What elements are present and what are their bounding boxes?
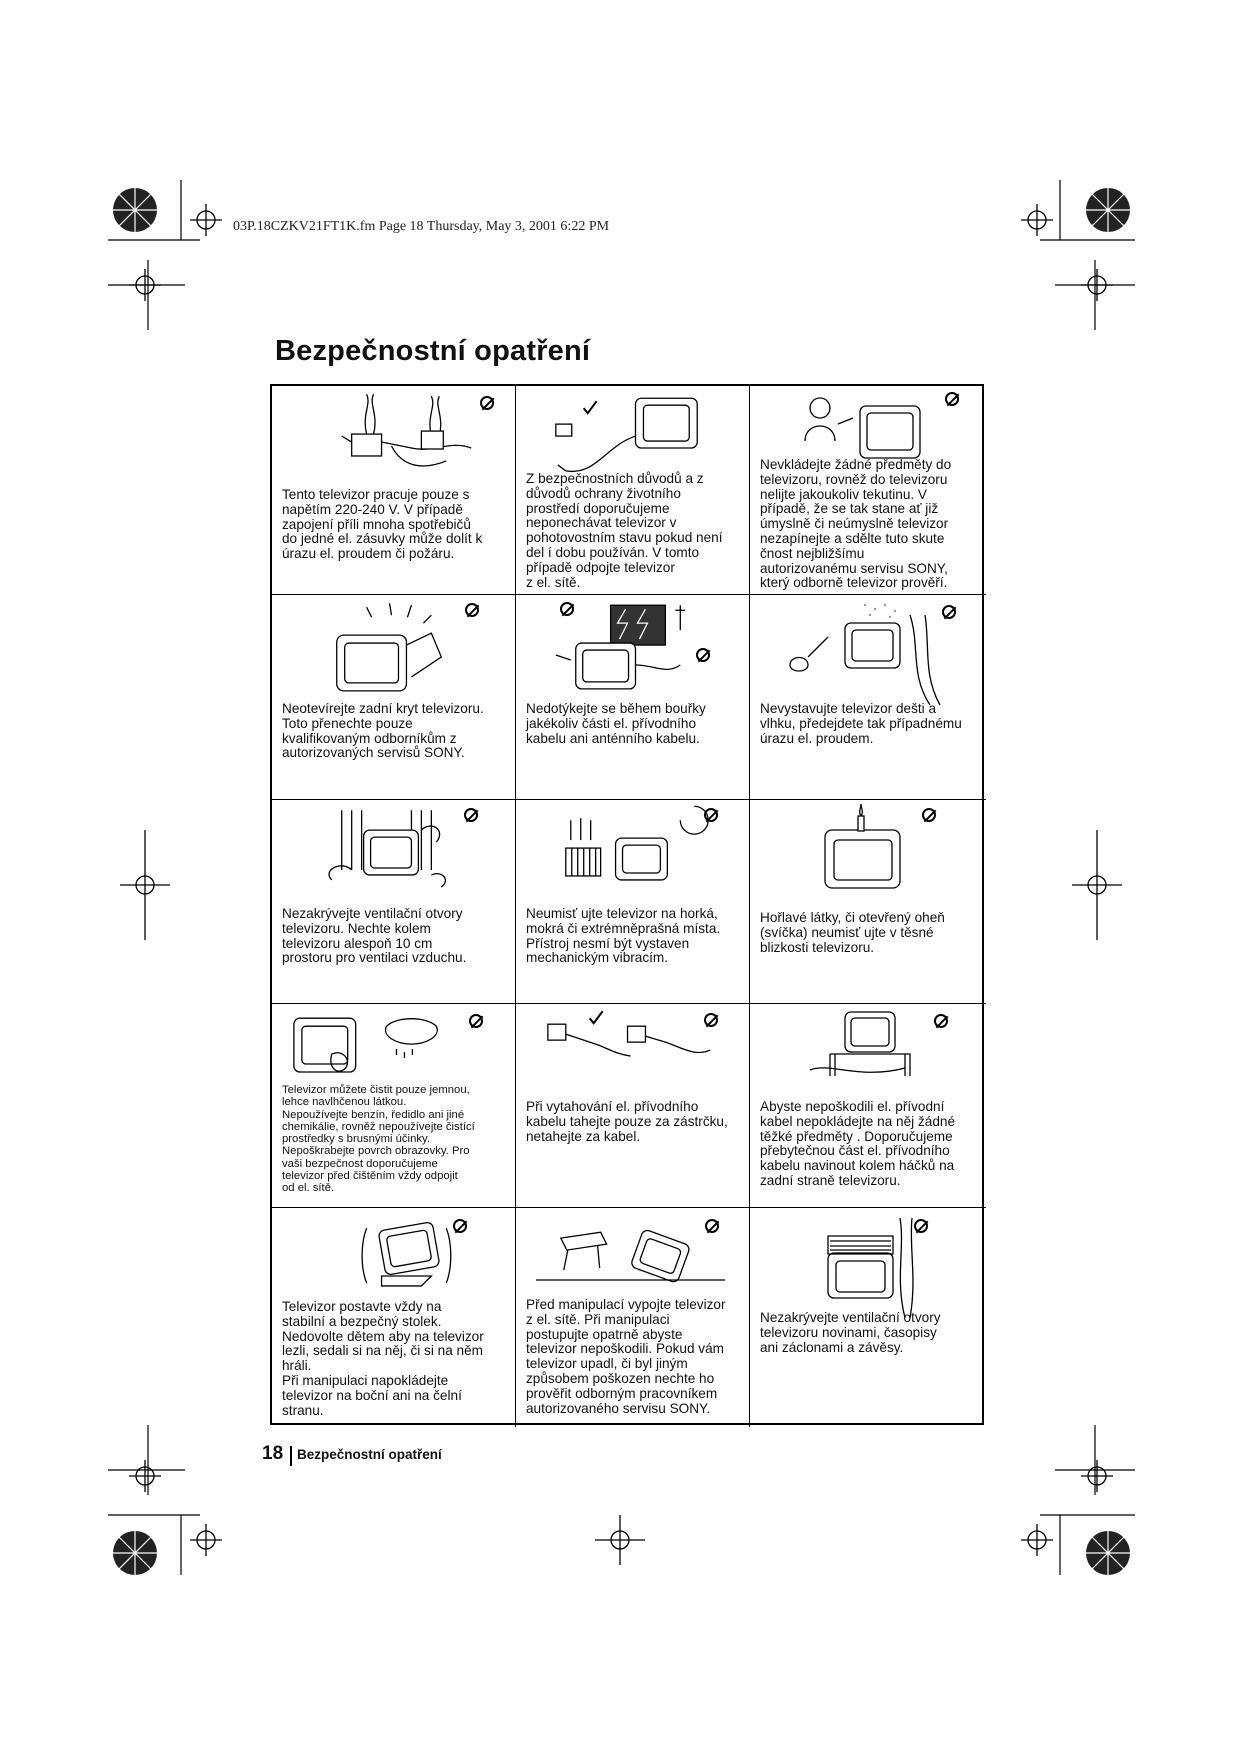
prohibited-icon (922, 808, 936, 822)
page-title: Bezpečnostní opatření (275, 335, 591, 367)
safety-text: Při vytahování el. přívodního kabelu tahejte pouze za zástrčku, netahejte za kabel. (526, 1099, 728, 1144)
safety-text: Televizor postavte vždy na stabilní a bezpečný stolek. Nedovolte dětem aby na televizor lezli, sedali si na něj, či si na něm hráli. Při manipulaci napokládejte televizor na boční ani na čelní stranu. (282, 1299, 484, 1418)
prohibited-icon (696, 648, 710, 662)
prohibited-icon (945, 392, 959, 406)
safety-item-heat-moisture (516, 800, 750, 1004)
safety-item-covered-vents (750, 1208, 986, 1427)
prohibited-icon (480, 396, 494, 410)
prohibited-icon (942, 605, 956, 619)
prohibited-icon (704, 808, 718, 822)
prohibited-icon (704, 1013, 718, 1027)
safety-item-standby (516, 386, 750, 595)
safety-text: Před manipulací vypojte televizor z el. sítě. Při manipulaci postupujte opatrně abyste televizor nepoškodili. Pokud vám televizor upadl, či byl jiným způsobem poškozen nechte ho prověřit odborným pracovníkem autorizovaného servisu SONY. (526, 1297, 726, 1416)
prohibited-icon (469, 1014, 483, 1028)
safety-item-storm (516, 595, 750, 800)
safety-text: Hořlavé látky, či otevřený oheň (svíčka) neumisť ujte v těsné blizkosti televizoru. (760, 910, 945, 955)
safety-text: Nedotýkejte se během bouřky jakékoliv části el. přívodního kabelu ani anténního kabelu. (526, 701, 706, 746)
safety-text: Neotevírejte zadní kryt televizoru. Toto přenechte pouze kvalifikovaným odborníkům z autorizovaných servisů SONY. (282, 701, 484, 761)
safety-item-back-cover (272, 595, 516, 800)
safety-item-open-flame (750, 800, 986, 1004)
safety-item-stable-stand (272, 1208, 516, 1427)
safety-item-handling (516, 1208, 750, 1427)
safety-item-rain (750, 595, 986, 800)
safety-item-pulling-plug (516, 1004, 750, 1208)
safety-grid (270, 384, 984, 1425)
file-info-header: 03P.18CZKV21FT1K.fm Page 18 Thursday, May 3, 2001 6:22 PM (233, 219, 610, 234)
prohibited-icon (453, 1219, 467, 1233)
safety-item-voltage (272, 386, 516, 595)
prohibited-icon (914, 1219, 928, 1233)
safety-item-cable-weight (750, 1004, 986, 1208)
safety-text: Neumisť ujte televizor na horká, mokrá či extrémněprašná místa. Přístroj nesmí být vystaven mechanickým vibracím. (526, 906, 721, 966)
page-number: 18 (262, 1443, 284, 1464)
safety-item-cleaning (272, 1004, 516, 1208)
safety-text: Nevystavujte televizor dešti a vlhku, předejdete tak případnému úrazu el. proudem. (760, 701, 962, 746)
safety-text: Nezakrývejte ventilační otvory televizoru. Nechte kolem televizoru alespoň 10 cm prostoru pro ventilaci vzduchu. (282, 906, 467, 966)
prohibited-icon (934, 1014, 948, 1028)
safety-item-ventilation (272, 800, 516, 1004)
prohibited-icon (560, 602, 574, 616)
prohibited-icon (465, 603, 479, 617)
safety-text: Televizor můžete čistit pouze jemnou, lehce navlhčenou látkou. Nepoužívejte benzín, ředidlo ani jiné chemikálie, rovněž nepoužívejte čistící prostředky s brusnými účinky. Nepoškrabejte povrch obrazovky. Pro vaši bezpečnost doporučujeme televizor před čištěním vždy odpojit od el. sítě. (282, 1084, 475, 1195)
safety-text: Nevkládejte žádné předměty do televizoru, rovněž do televizoru nelijte jakoukoliv tekutinu. V případě, že se tak stane ať již úmyslně či neúmyslně televizor nezapínejte a sdělte tuto skute čnost nejbližšímu autorizovanému servisu SONY, který odborně televizor prověří. (760, 457, 952, 591)
safety-text: Z bezpečnostních důvodů a z důvodů ochrany životního prostředí doporučujeme neponechávat televizor v pohotovostním stavu pokud není del í dobu používán. V tomto případě odpojte televizor z el. sítě. (526, 471, 723, 590)
footer-section-title: Bezpečnostní opatření (297, 1447, 442, 1462)
footer-divider (290, 1446, 292, 1466)
safety-text: Tento televizor pracuje pouze s napětím 220-240 V. V případě zapojení příli mnoha spotřebičů do jedné el. zásuvky může dolít k úrazu el. proudem či požáru. (282, 487, 483, 562)
safety-text: Abyste nepoškodili el. přívodní kabel nepokládejte na něj žádné těžké předměty . Doporučujeme přebytečnou část el. přívodního kabelu navinout kolem háčků na zadní straně televizoru. (760, 1099, 955, 1188)
safety-text: Nezakrývejte ventilační otvory televizoru novinami, časopisy ani záclonami a závěsy. (760, 1310, 941, 1355)
prohibited-icon (464, 808, 478, 822)
prohibited-icon (705, 1219, 719, 1233)
safety-item-objects-liquids (750, 386, 986, 595)
